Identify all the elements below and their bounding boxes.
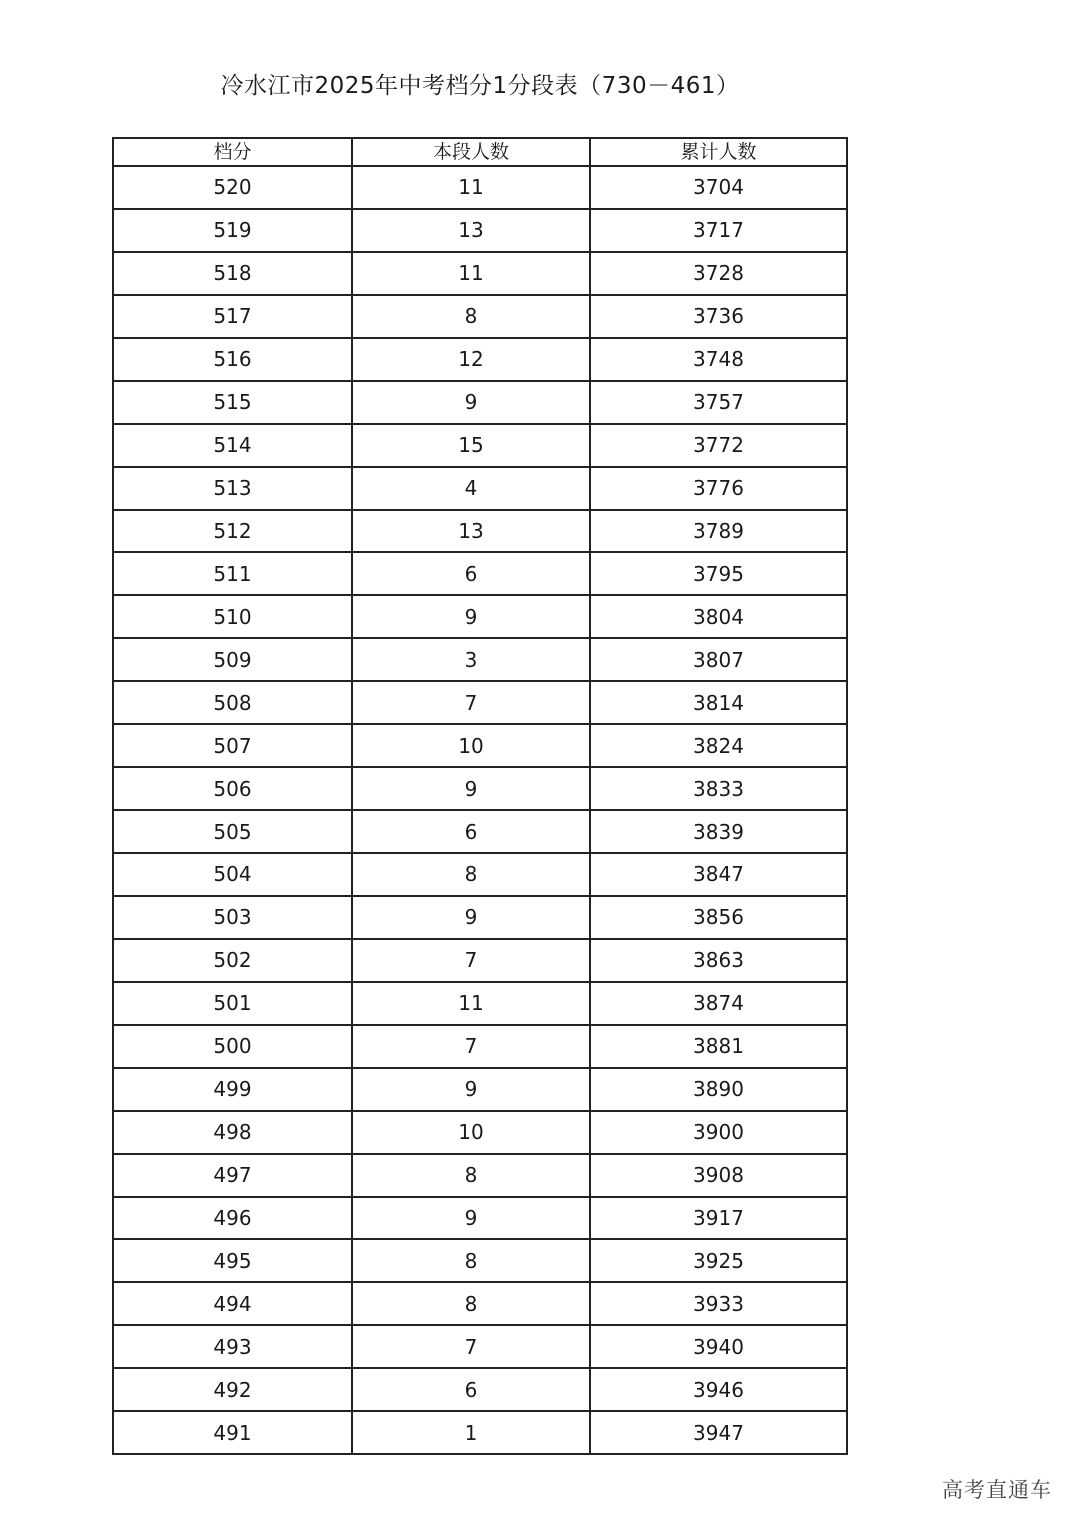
cell-cumulative-count: 3728 bbox=[590, 252, 847, 295]
page-title: 冷水江市2025年中考档分1分段表（730－461） bbox=[220, 73, 740, 99]
table-row bbox=[113, 638, 847, 681]
table-row bbox=[113, 1239, 847, 1282]
watermark: 高考直通车 bbox=[942, 1478, 1052, 1502]
cell-segment-count: 9 bbox=[352, 767, 590, 810]
cell-cumulative-count: 3917 bbox=[590, 1197, 847, 1240]
cell-score: 519 bbox=[113, 209, 352, 252]
cell-cumulative-count: 3795 bbox=[590, 552, 847, 595]
table-row bbox=[113, 1111, 847, 1154]
cell-score: 501 bbox=[113, 982, 352, 1025]
cell-score: 497 bbox=[113, 1154, 352, 1197]
cell-cumulative-count: 3847 bbox=[590, 853, 847, 896]
cell-segment-count: 13 bbox=[352, 209, 590, 252]
cell-segment-count: 10 bbox=[352, 724, 590, 767]
table-row bbox=[113, 552, 847, 595]
table-row bbox=[113, 1411, 847, 1454]
cell-cumulative-count: 3856 bbox=[590, 896, 847, 939]
table-row bbox=[113, 1282, 847, 1325]
cell-segment-count: 13 bbox=[352, 510, 590, 553]
cell-cumulative-count: 3748 bbox=[590, 338, 847, 381]
cell-segment-count: 9 bbox=[352, 896, 590, 939]
cell-score: 496 bbox=[113, 1197, 352, 1240]
table-row bbox=[113, 1154, 847, 1197]
cell-score: 498 bbox=[113, 1111, 352, 1154]
table-row bbox=[113, 338, 847, 381]
cell-segment-count: 8 bbox=[352, 1154, 590, 1197]
cell-cumulative-count: 3881 bbox=[590, 1025, 847, 1068]
cell-segment-count: 6 bbox=[352, 810, 590, 853]
cell-cumulative-count: 3925 bbox=[590, 1239, 847, 1282]
cell-cumulative-count: 3789 bbox=[590, 510, 847, 553]
cell-segment-count: 9 bbox=[352, 1068, 590, 1111]
cell-score: 508 bbox=[113, 681, 352, 724]
cell-score: 518 bbox=[113, 252, 352, 295]
table-row bbox=[113, 810, 847, 853]
table-body bbox=[113, 166, 847, 1454]
table-header-row bbox=[113, 138, 847, 166]
table-row bbox=[113, 896, 847, 939]
table-row bbox=[113, 1197, 847, 1240]
table-row bbox=[113, 510, 847, 553]
cell-score: 517 bbox=[113, 295, 352, 338]
cell-segment-count: 8 bbox=[352, 1282, 590, 1325]
table-row bbox=[113, 295, 847, 338]
cell-segment-count: 9 bbox=[352, 1197, 590, 1240]
table-row bbox=[113, 209, 847, 252]
cell-cumulative-count: 3874 bbox=[590, 982, 847, 1025]
header-segment-count: 本段人数 bbox=[352, 138, 590, 166]
cell-cumulative-count: 3940 bbox=[590, 1325, 847, 1368]
cell-score: 491 bbox=[113, 1411, 352, 1454]
cell-cumulative-count: 3757 bbox=[590, 381, 847, 424]
cell-score: 494 bbox=[113, 1282, 352, 1325]
cell-score: 520 bbox=[113, 166, 352, 209]
table-row bbox=[113, 767, 847, 810]
cell-segment-count: 7 bbox=[352, 681, 590, 724]
cell-segment-count: 8 bbox=[352, 1239, 590, 1282]
table-row bbox=[113, 939, 847, 982]
cell-score: 502 bbox=[113, 939, 352, 982]
cell-cumulative-count: 3946 bbox=[590, 1368, 847, 1411]
table-row bbox=[113, 252, 847, 295]
cell-segment-count: 11 bbox=[352, 166, 590, 209]
cell-score: 504 bbox=[113, 853, 352, 896]
cell-score: 500 bbox=[113, 1025, 352, 1068]
cell-score: 507 bbox=[113, 724, 352, 767]
table-row bbox=[113, 424, 847, 467]
table-row bbox=[113, 1325, 847, 1368]
score-table bbox=[112, 137, 848, 1455]
cell-score: 510 bbox=[113, 595, 352, 638]
table-row bbox=[113, 166, 847, 209]
cell-segment-count: 7 bbox=[352, 939, 590, 982]
table-row bbox=[113, 853, 847, 896]
cell-cumulative-count: 3704 bbox=[590, 166, 847, 209]
cell-segment-count: 12 bbox=[352, 338, 590, 381]
cell-cumulative-count: 3833 bbox=[590, 767, 847, 810]
table-row bbox=[113, 595, 847, 638]
cell-cumulative-count: 3863 bbox=[590, 939, 847, 982]
cell-segment-count: 11 bbox=[352, 252, 590, 295]
cell-cumulative-count: 3736 bbox=[590, 295, 847, 338]
cell-segment-count: 9 bbox=[352, 381, 590, 424]
table-row bbox=[113, 681, 847, 724]
cell-score: 495 bbox=[113, 1239, 352, 1282]
cell-segment-count: 15 bbox=[352, 424, 590, 467]
cell-segment-count: 4 bbox=[352, 467, 590, 510]
cell-segment-count: 7 bbox=[352, 1325, 590, 1368]
header-cumulative-count: 累计人数 bbox=[590, 138, 847, 166]
table-row bbox=[113, 467, 847, 510]
cell-score: 492 bbox=[113, 1368, 352, 1411]
cell-cumulative-count: 3717 bbox=[590, 209, 847, 252]
cell-score: 505 bbox=[113, 810, 352, 853]
table-row bbox=[113, 1025, 847, 1068]
cell-segment-count: 10 bbox=[352, 1111, 590, 1154]
cell-score: 509 bbox=[113, 638, 352, 681]
cell-score: 493 bbox=[113, 1325, 352, 1368]
cell-cumulative-count: 3824 bbox=[590, 724, 847, 767]
cell-cumulative-count: 3947 bbox=[590, 1411, 847, 1454]
cell-segment-count: 1 bbox=[352, 1411, 590, 1454]
cell-segment-count: 3 bbox=[352, 638, 590, 681]
cell-segment-count: 6 bbox=[352, 552, 590, 595]
cell-segment-count: 8 bbox=[352, 295, 590, 338]
cell-segment-count: 8 bbox=[352, 853, 590, 896]
cell-score: 514 bbox=[113, 424, 352, 467]
cell-cumulative-count: 3933 bbox=[590, 1282, 847, 1325]
cell-score: 499 bbox=[113, 1068, 352, 1111]
cell-score: 506 bbox=[113, 767, 352, 810]
cell-score: 513 bbox=[113, 467, 352, 510]
cell-segment-count: 7 bbox=[352, 1025, 590, 1068]
cell-segment-count: 9 bbox=[352, 595, 590, 638]
cell-cumulative-count: 3908 bbox=[590, 1154, 847, 1197]
cell-cumulative-count: 3890 bbox=[590, 1068, 847, 1111]
cell-segment-count: 11 bbox=[352, 982, 590, 1025]
cell-cumulative-count: 3807 bbox=[590, 638, 847, 681]
cell-cumulative-count: 3900 bbox=[590, 1111, 847, 1154]
cell-cumulative-count: 3804 bbox=[590, 595, 847, 638]
cell-score: 503 bbox=[113, 896, 352, 939]
cell-cumulative-count: 3814 bbox=[590, 681, 847, 724]
table-row bbox=[113, 724, 847, 767]
cell-score: 511 bbox=[113, 552, 352, 595]
header-score: 档分 bbox=[113, 138, 352, 166]
cell-score: 516 bbox=[113, 338, 352, 381]
table-row bbox=[113, 1068, 847, 1111]
cell-cumulative-count: 3776 bbox=[590, 467, 847, 510]
table-row bbox=[113, 381, 847, 424]
cell-segment-count: 6 bbox=[352, 1368, 590, 1411]
table-row bbox=[113, 982, 847, 1025]
table-row bbox=[113, 1368, 847, 1411]
cell-score: 515 bbox=[113, 381, 352, 424]
cell-cumulative-count: 3772 bbox=[590, 424, 847, 467]
cell-score: 512 bbox=[113, 510, 352, 553]
cell-cumulative-count: 3839 bbox=[590, 810, 847, 853]
